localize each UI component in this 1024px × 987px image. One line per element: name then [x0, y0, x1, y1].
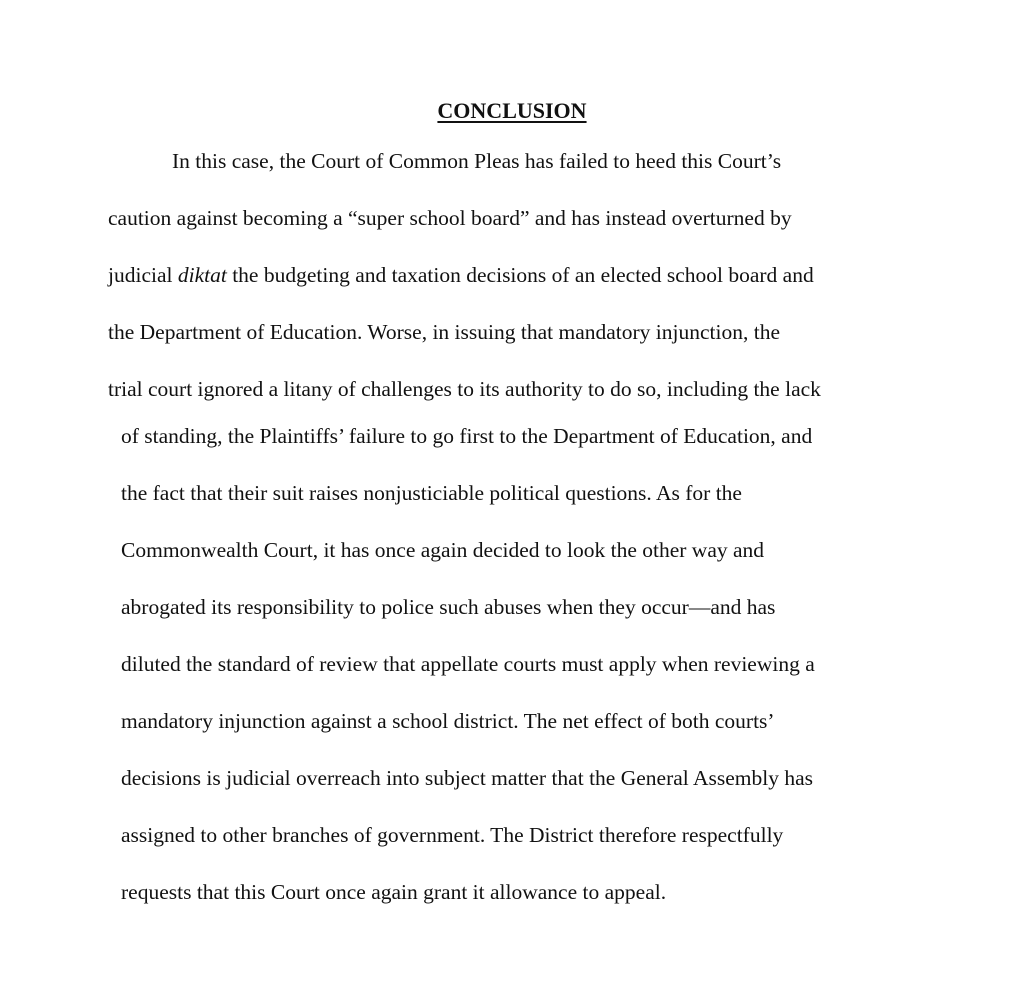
- paragraph-line: mandatory injunction against a school district. The net effect of both courts’: [121, 709, 775, 733]
- paragraph-line: trial court ignored a litany of challenges to its authority to do so, including the lack: [108, 377, 821, 401]
- paragraph-line: Commonwealth Court, it has once again decided to look the other way and: [121, 538, 765, 562]
- paragraph-line: In this case, the Court of Common Pleas has failed to heed this Court’s: [172, 149, 782, 173]
- paragraph-line: decisions is judicial overreach into subject matter that the General Assembly has: [121, 766, 813, 790]
- paragraph-line: assigned to other branches of government. The District therefore respectfully: [121, 823, 784, 847]
- section-heading-text: CONCLUSION: [437, 98, 587, 123]
- paragraph-line: abrogated its responsibility to police such abuses when they occur—and has: [121, 595, 776, 619]
- paragraph-line: [108, 261, 814, 289]
- line-text: the budgeting and taxation decisions of an elected school board and: [226, 263, 814, 287]
- paragraph-line: caution against becoming a “super school board” and has instead overturned by: [108, 206, 792, 230]
- paragraph-line: diluted the standard of review that appellate courts must apply when reviewing a: [121, 652, 815, 676]
- line-text: judicial: [108, 263, 178, 287]
- paragraph-line: the fact that their suit raises nonjusticiable political questions. As for the: [121, 481, 742, 505]
- italic-term: diktat: [177, 263, 227, 287]
- section-heading: [0, 96, 1024, 126]
- paragraph-line: of standing, the Plaintiffs’ failure to go first to the Department of Education, and: [121, 424, 813, 448]
- paragraph-line: the Department of Education. Worse, in issuing that mandatory injunction, the: [108, 320, 780, 344]
- paragraph-line: requests that this Court once again grant it allowance to appeal.: [121, 880, 667, 904]
